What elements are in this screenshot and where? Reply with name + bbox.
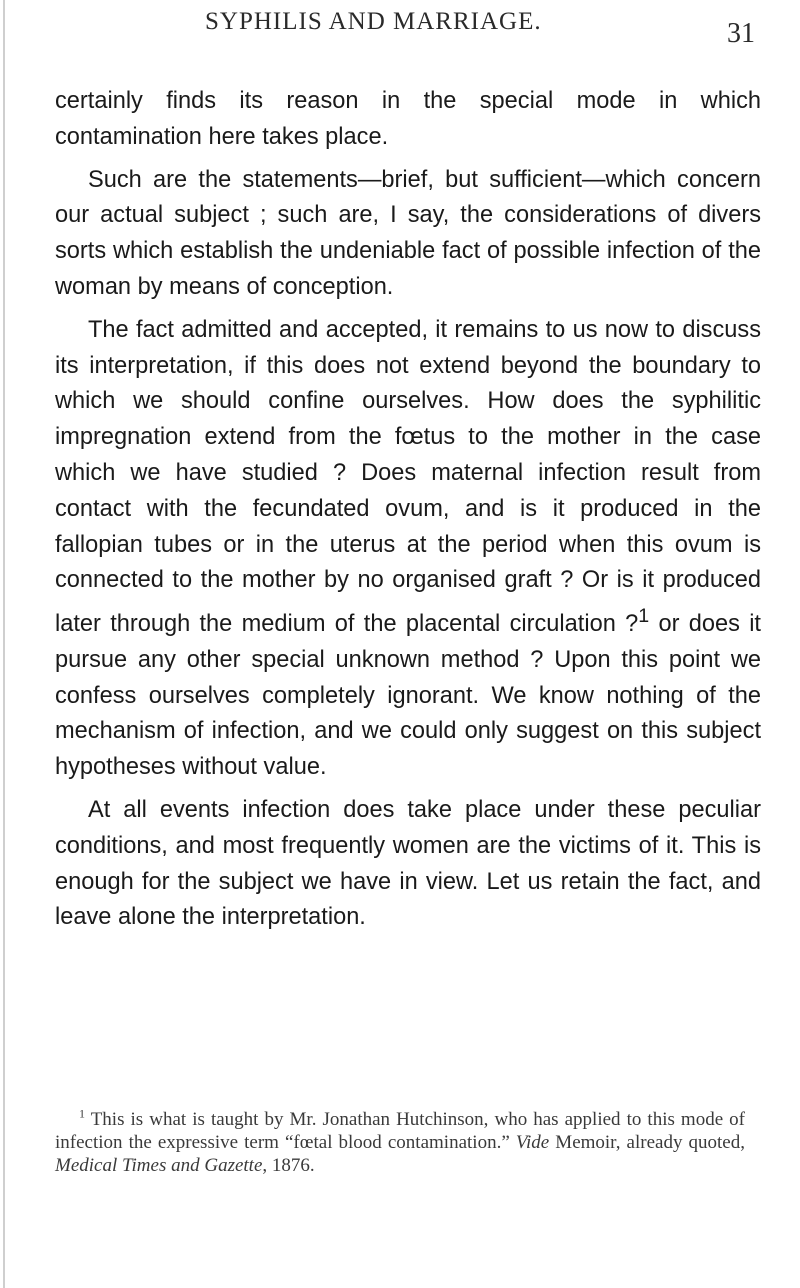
footnote-journal-title: Medical Times and Gazette xyxy=(55,1155,263,1176)
running-title: SYPHILIS AND MARRIAGE. xyxy=(205,8,542,35)
body-text xyxy=(55,84,761,943)
footnote-text-b: Memoir, already quoted, xyxy=(549,1132,745,1153)
paragraph-3-part-b: or does it pursue any other special unknown method ? Upon this point we confess ourselves completely ignorant. We know nothing of the mechanism of infection, and we could only suggest on this subject hypotheses without value. xyxy=(55,611,761,781)
page-edge-shadow xyxy=(3,0,5,1288)
running-header xyxy=(0,8,800,48)
paragraph-3-part-a: The fact admitted and accepted, it remains to us now to discuss its interpretation, if this does not extend beyond the boundary to which we should confine ourselves. How does the syphilitic impregnation extend from the fœtus to the mother in the case which we have studied ? Does maternal infection result from contact with the fecundated ovum, and is it produced in the fallopian tubes or in the uterus at the period when this ovum is connected to the mother by no organised graft ? Or is it produced later through the medium of the placental circulation ? xyxy=(55,316,761,638)
footnote-marker: 1 xyxy=(79,1106,85,1121)
paragraph-1: certainly finds its reason in the special mode in which contamination here takes place. xyxy=(55,88,761,150)
footnote-text-c: , 1876. xyxy=(262,1155,315,1176)
page-number: 31 xyxy=(727,18,755,49)
paragraph-2: Such are the statements—brief, but sufficient—which concern our actual subject ; such are, I say, the considerations of divers sorts which establish the undeniable fact of possible infection of the woman by means of conception. xyxy=(55,166,761,300)
paragraph-4: At all events infection does take place under these peculiar conditions, and most frequently women are the victims of it. This is enough for the subject we have in view. Let us retain the fact, and leave alone the interpretation. xyxy=(55,797,761,931)
footnote-reference[interactable]: 1 xyxy=(638,605,650,628)
footnote-text-a: This is what is taught by Mr. Jonathan Hutchinson, who has applied to this mode of infection the expressive term “fœtal blood contamination.” xyxy=(55,1109,745,1153)
paragraph-3 xyxy=(55,313,761,786)
footnote-vide: Vide xyxy=(515,1132,550,1153)
footnote xyxy=(55,1108,745,1177)
